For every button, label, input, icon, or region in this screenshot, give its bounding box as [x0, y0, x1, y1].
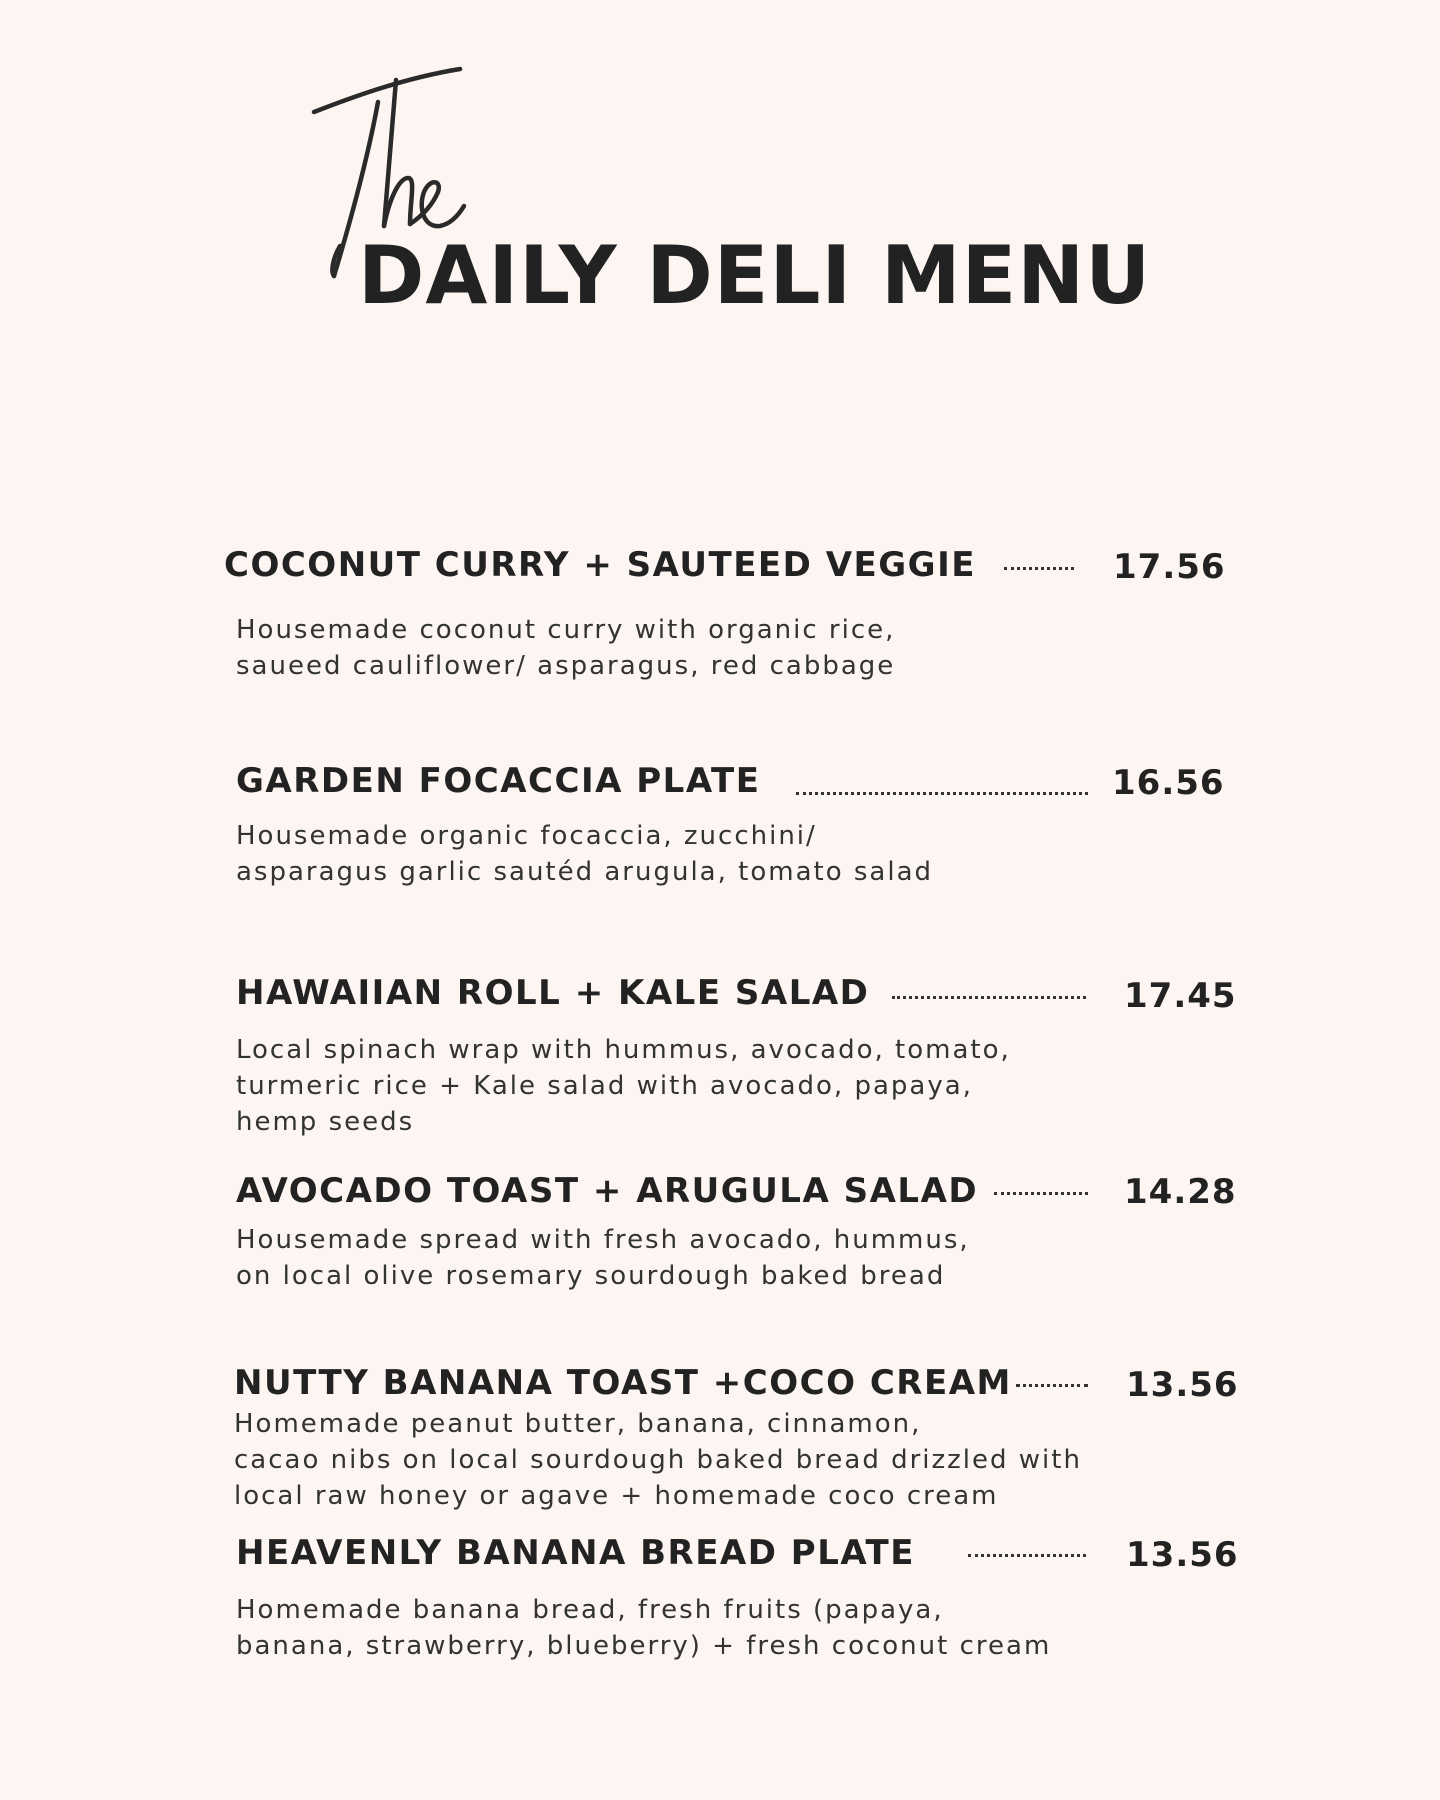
menu-item-name: HEAVENLY BANANA BREAD PLATE — [236, 1533, 915, 1573]
menu-item-price: 13.56 — [1126, 1535, 1239, 1575]
menu-item-price: 14.28 — [1124, 1172, 1237, 1212]
menu-item-name: GARDEN FOCACCIA PLATE — [236, 761, 761, 801]
menu-title: DAILY DELI MENU — [358, 229, 1152, 322]
menu-item-price: 13.56 — [1126, 1365, 1239, 1405]
menu-item-name: NUTTY BANANA TOAST +COCO CREAM — [234, 1363, 1012, 1403]
menu-item-name: HAWAIIAN ROLL + KALE SALAD — [236, 973, 870, 1013]
dotted-leader — [1016, 1384, 1088, 1387]
menu-item-name: AVOCADO TOAST + ARUGULA SALAD — [236, 1171, 979, 1211]
dotted-leader — [796, 792, 1088, 795]
menu-item-description: Local spinach wrap with hummus, avocado, tomato, turmeric rice + Kale salad with avocado, papaya, hemp seeds — [236, 1035, 1011, 1137]
menu-item-description: Housemade organic focaccia, zucchini/ asparagus garlic sautéd arugula, tomato salad — [236, 821, 934, 887]
menu-item-description: Housemade spread with fresh avocado, hummus, on local olive rosemary sourdough baked bread — [236, 1225, 970, 1291]
menu-item-price: 17.45 — [1124, 976, 1237, 1016]
menu-item-name: COCONUT CURRY + SAUTEED VEGGIE — [224, 545, 976, 585]
dotted-leader — [968, 1554, 1086, 1557]
dotted-leader — [1004, 567, 1074, 570]
menu-item-description: Homemade peanut butter, banana, cinnamon, cacao nibs on local sourdough baked bread drizzled with local raw honey or agave + homemade coco cream — [234, 1409, 1082, 1511]
menu-item-price: 17.56 — [1113, 547, 1226, 587]
dotted-leader — [892, 996, 1086, 999]
menu-item-description: Housemade coconut curry with organic rice, saueed cauliflower/ asparagus, red cabbage — [236, 615, 896, 681]
dotted-leader — [994, 1192, 1088, 1195]
menu-item-price: 16.56 — [1112, 763, 1225, 803]
menu-item-description: Homemade banana bread, fresh fruits (papaya, banana, strawberry, blueberry) + fresh coconut cream — [236, 1595, 1052, 1661]
